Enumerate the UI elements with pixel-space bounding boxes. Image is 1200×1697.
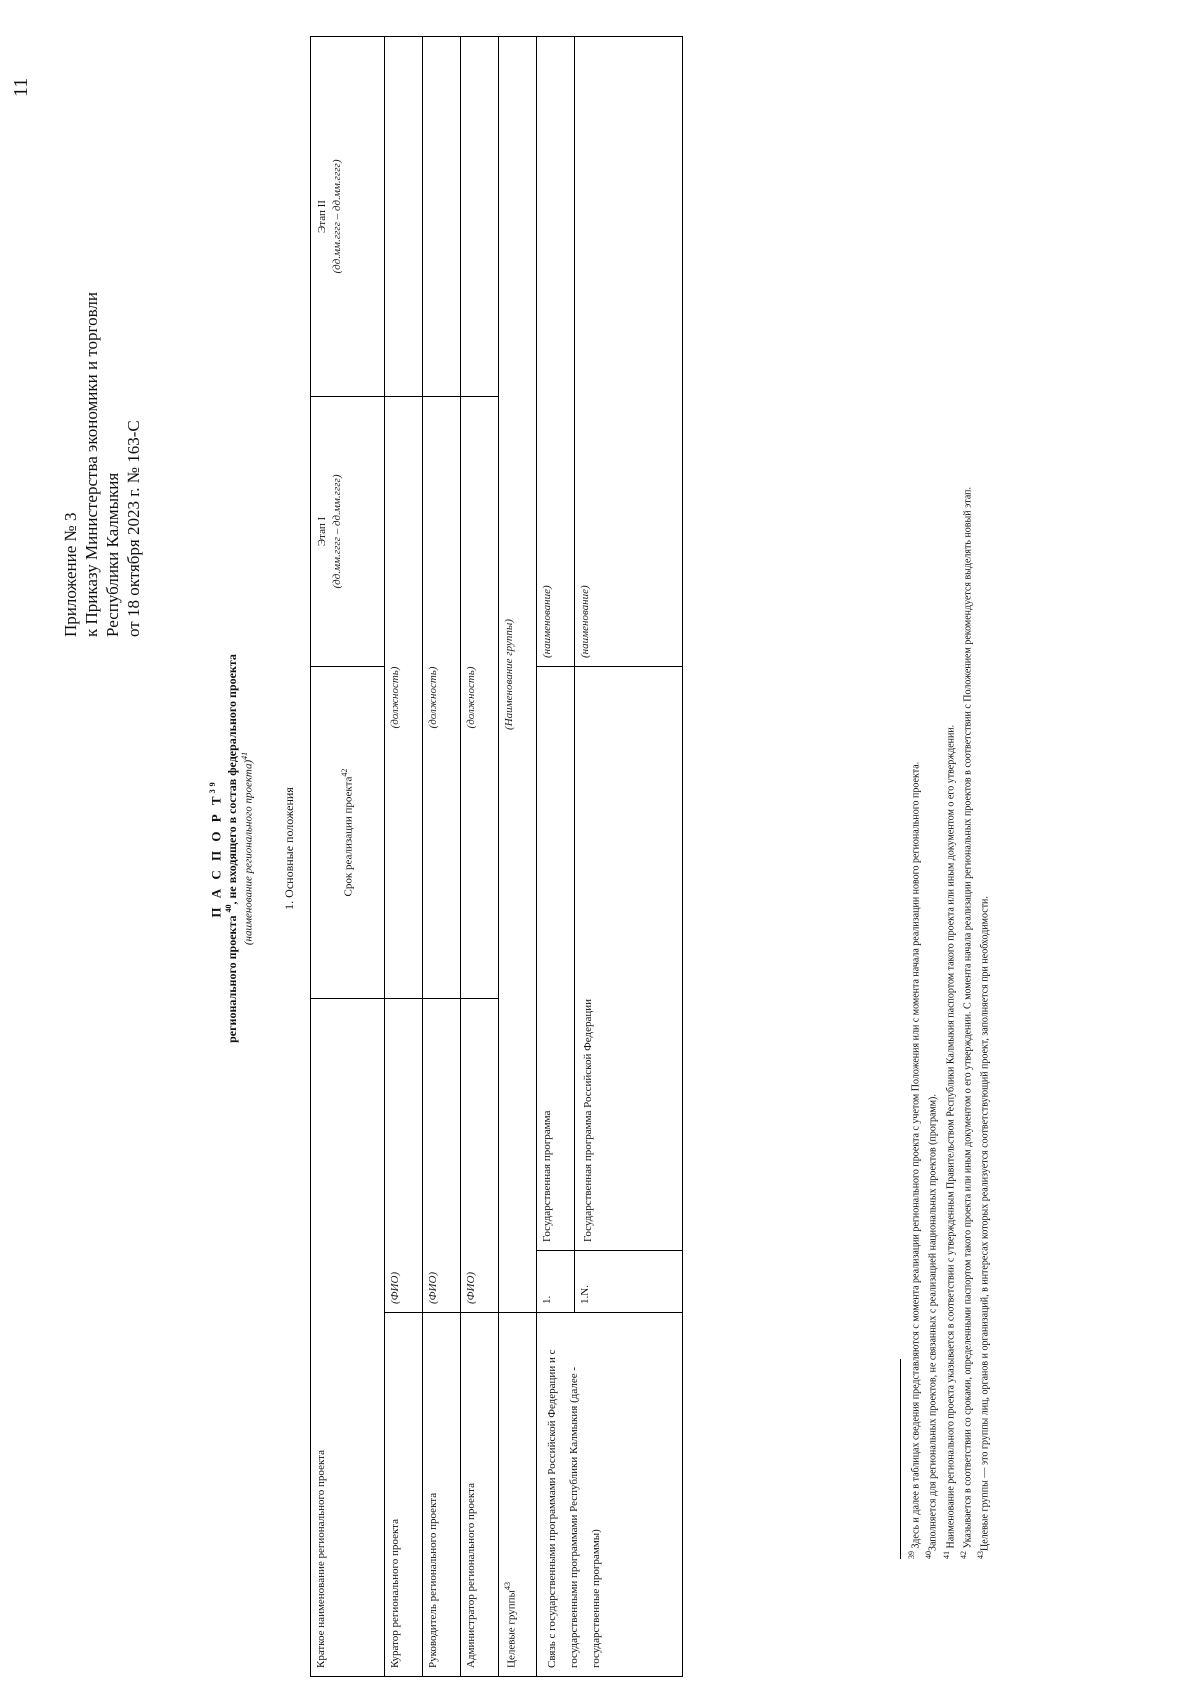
table-cell: Связь с государственными программами Российской Федерации и с государственными программами Республики Калмыкия (далее - государственные программы) [537, 1313, 683, 1677]
table-cell: Администратор регионального проекта [461, 1313, 499, 1677]
table-cell: 1.N. [575, 1251, 683, 1313]
table-cell: (ФИО) [385, 999, 423, 1313]
footnote: $^{40}$Заполняется для региональных проектов, не связанных с реализацией национальных проектов (программ). [924, 1094, 939, 1559]
footnote: $^{41}$ Наименование регионального проекта указывается в соответствии с утвержденным Правительством Республики Калмыкия паспортом такого проекта или иным документом о его утверждении. [941, 724, 956, 1559]
table-cell: Этап II (дд.мм.гггг – дд.мм.гггг) [311, 37, 385, 397]
footnote: $^{43}$Целевые группы — это группы лиц, органов и организаций, в интересах которых реализуется соответствующий проект, заполняется при необходимости. [976, 896, 991, 1559]
footnote-divider [900, 1359, 901, 1559]
table-row [423, 37, 461, 1677]
table-cell: Куратор регионального проекта [385, 1313, 423, 1677]
table-cell: (ФИО) [461, 999, 499, 1313]
table-cell: Срок реализации проекта$^{42}$ [311, 667, 385, 999]
footnote: $^{42}$ Указывается в соответствии со сроками, определенными паспортом такого проекта или иным документом о его утверждении. С момента начала реализации региональных проектов в соответствии с Положением рекомендуется выделять новый этап. [958, 486, 974, 1559]
table-row [461, 37, 499, 1677]
table-cell: Целевые группы$^{43}$ [499, 1313, 537, 1677]
approval-stamp [60, 292, 144, 637]
section-title: 1. Основные положения [282, 787, 296, 910]
table-cell: 1. [537, 1251, 575, 1313]
table-cell [461, 37, 499, 397]
table-cell [423, 37, 461, 397]
approval-line: Приложение № 3 [61, 512, 80, 637]
table-cell: Руководитель регионального проекта [423, 1313, 461, 1677]
approval-line: Республики Калмыкия [103, 472, 122, 637]
approval-line: к Приказу Министерства экономики и торговли [82, 292, 101, 637]
table-cell: Государственная программа [537, 667, 575, 1251]
footnote: $^{39}$ Здесь и далее в таблицах сведения представляются с момента реализации регионального проекта с учетом Положения или с момента начала реализации нового регионального проекта. [907, 761, 922, 1559]
footnotes [905, 119, 992, 1559]
title-heading: П А С П О Р $Т^{39}$ [208, 779, 224, 918]
table-cell: Этап I (дд.мм.гггг – дд.мм.гггг) [311, 397, 385, 667]
table-cell [385, 37, 423, 397]
approval-line: от 18 октября 2023 г. № 163-С [124, 420, 143, 637]
table-cell: (должность) [461, 397, 499, 999]
table-cell: Государственная программа Российской Федерации [575, 667, 683, 1251]
table-cell: (должность) [385, 397, 423, 999]
title-subtitle: регионального проекта $^{40}$, не входящего в состав федерального проекта [224, 654, 240, 1043]
table-row [385, 37, 423, 1677]
document-title [208, 0, 255, 1697]
table-cell: (наименование) [575, 37, 683, 667]
table-cell: (наименование) [537, 37, 575, 667]
table-cell: (Наименование группы) [499, 37, 537, 1313]
table-row [311, 37, 385, 1677]
table-row [499, 37, 537, 1677]
table-cell: (ФИО) [423, 999, 461, 1313]
page-number: 11 [10, 77, 32, 97]
footnote-ref: 40 [224, 904, 234, 913]
passport-table [310, 36, 683, 1677]
title-name-placeholder: (наименование регионального проекта)$^{41}$ [240, 751, 255, 946]
table-cell: Краткое наименование регионального проекта [311, 999, 385, 1677]
table-cell: (должность) [423, 397, 461, 999]
footnote-ref: 41 [240, 751, 250, 760]
footnote-ref: 39 [208, 779, 217, 794]
table-row [537, 37, 575, 1677]
